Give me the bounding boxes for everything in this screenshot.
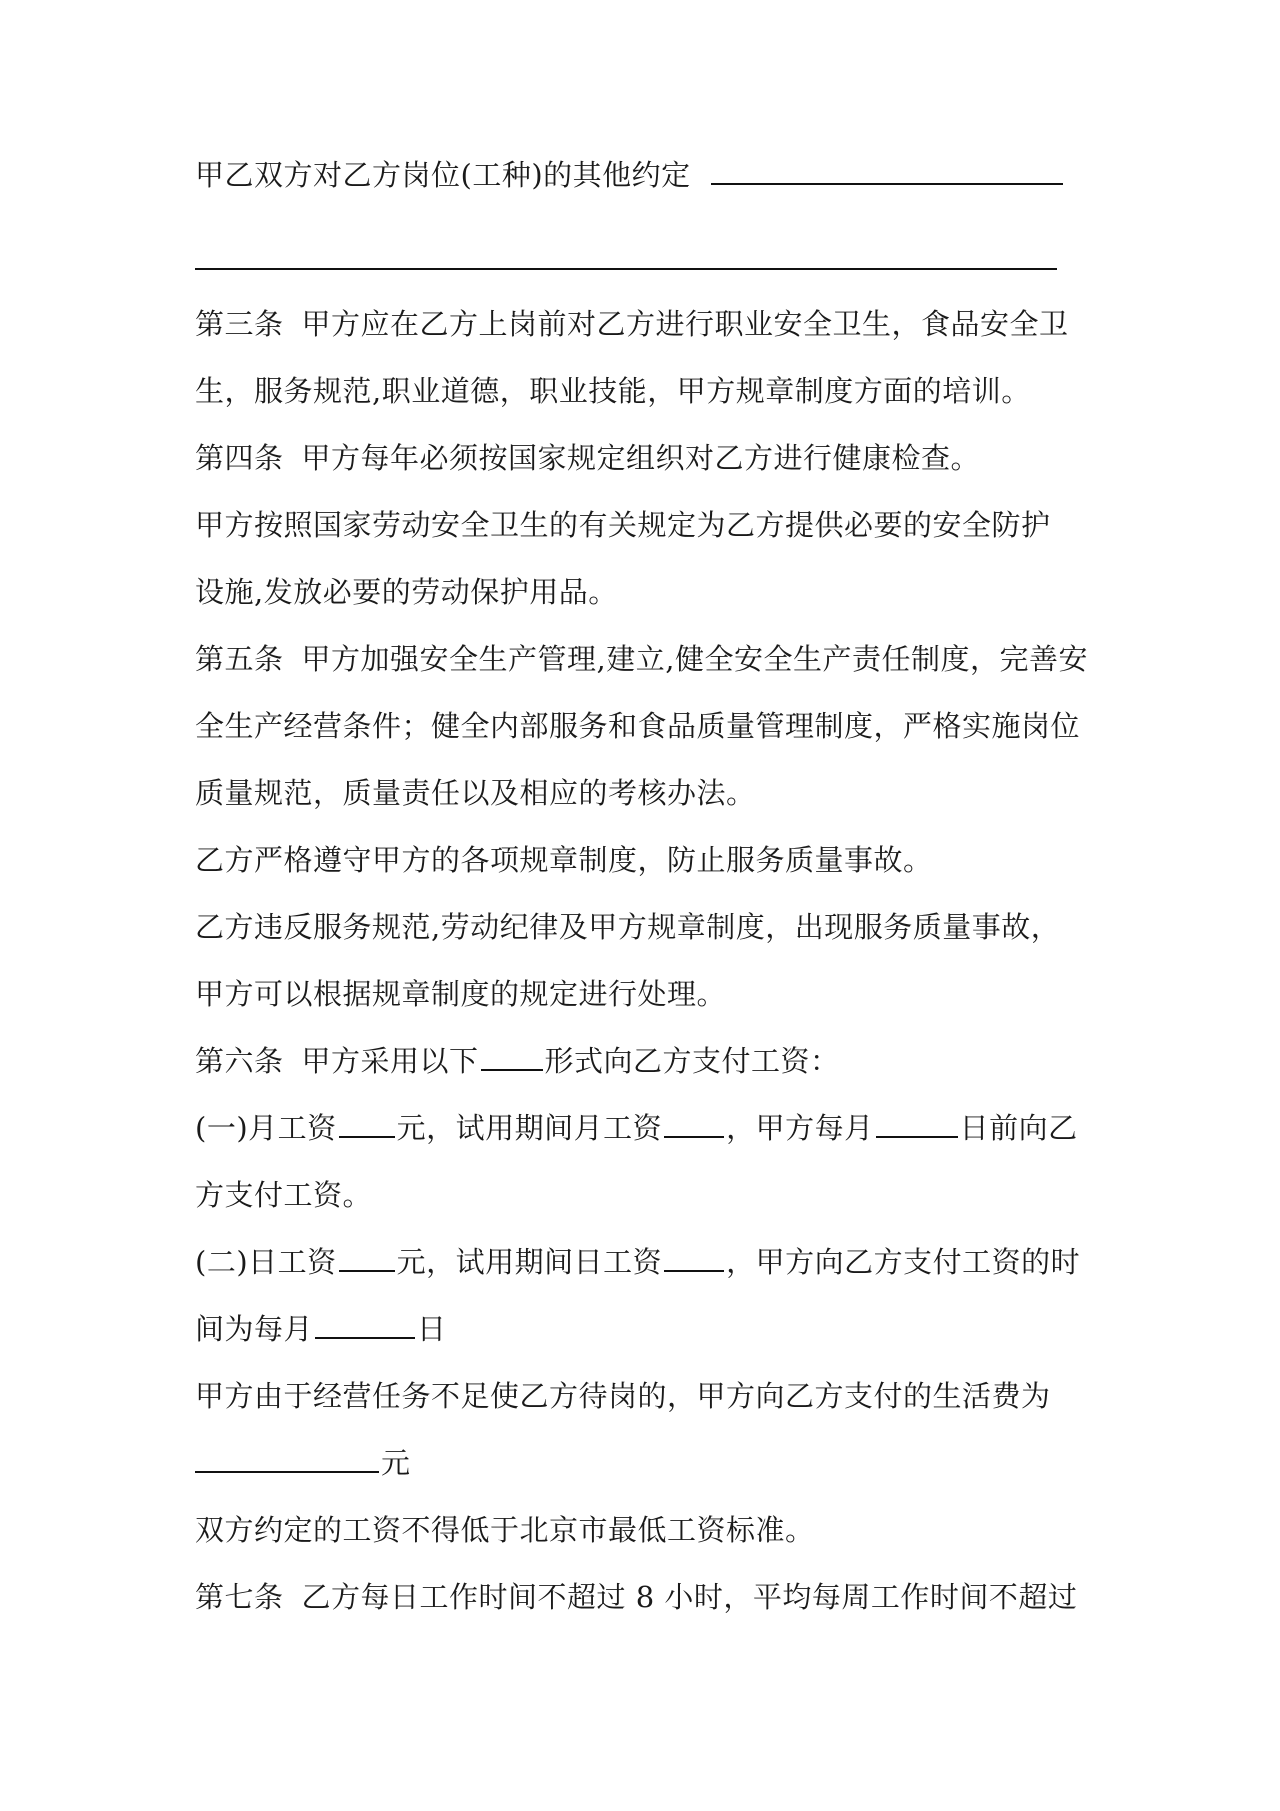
monthly-wage-line [195,1108,1078,1148]
minimum-wage-line: 双方约定的工资不得低于北京市最低工资标准。 [195,1513,815,1547]
article-5-text: 甲方加强安全生产管理,建立,健全安全生产责任制度，完善安 [301,642,1088,676]
article-6-text-a: 甲方采用以下 [301,1044,479,1078]
monthly-wage-text-d: 日前向乙 [959,1111,1078,1145]
monthly-wage-line-2: 方支付工资。 [195,1178,373,1212]
standby-allowance-unit: 元 [381,1446,411,1480]
monthly-wage-text-c: ，甲方每月 [726,1111,874,1145]
daily-wage-text-c: ，甲方向乙方支付工资的时 [726,1245,1081,1279]
daily-pay-day-blank[interactable] [315,1311,415,1339]
article-3-line-1 [195,304,1069,344]
article-4-line-3: 设施,发放必要的劳动保护用品。 [195,575,618,609]
standby-allowance-blank[interactable] [195,1445,379,1473]
daily-wage-blank[interactable] [339,1244,395,1272]
article-3-number: 第三条 [195,307,284,341]
monthly-pay-day-blank[interactable] [876,1110,958,1138]
article-7-number: 第七条 [195,1580,284,1614]
article-3-text: 甲方应在乙方上岗前对乙方进行职业安全卫生，食品安全卫 [301,307,1069,341]
article-5-line-3: 质量规范，质量责任以及相应的考核办法。 [195,776,756,810]
monthly-wage-label: (一)月工资 [195,1111,337,1145]
article-5-line-5: 乙方违反服务规范,劳动纪律及甲方规章制度，出现服务质量事故， [195,910,1061,944]
article-5-number: 第五条 [195,642,284,676]
article-4-line-1 [195,438,980,478]
standby-allowance-line-2 [195,1443,411,1483]
article-5-line-6: 甲方可以根据规章制度的规定进行处理。 [195,977,727,1011]
monthly-wage-text-b: 元，试用期间月工资 [396,1111,663,1145]
article-4-line-2: 甲方按照国家劳动安全卫生的有关规定为乙方提供必要的安全防护 [195,508,1051,542]
other-agreement-line [195,155,1065,195]
article-5-line-1 [195,639,1088,679]
other-agreement-blank[interactable] [711,157,1063,185]
probation-daily-wage-blank[interactable] [664,1244,724,1272]
standby-allowance-line: 甲方由于经营任务不足使乙方待岗的，甲方向乙方支付的生活费为 [195,1379,1051,1413]
monthly-wage-blank[interactable] [339,1110,395,1138]
article-4-number: 第四条 [195,441,284,475]
article-7-line-1 [195,1577,1077,1617]
probation-monthly-wage-blank[interactable] [664,1110,724,1138]
article-6-number: 第六条 [195,1044,284,1078]
article-5-line-4: 乙方严格遵守甲方的各项规章制度，防止服务质量事故。 [195,843,933,877]
article-3-line-2: 生，服务规范,职业道德，职业技能，甲方规章制度方面的培训。 [195,374,1031,408]
article-6-line-1 [195,1041,840,1081]
daily-pay-day-unit: 日 [417,1312,447,1346]
article-5-line-2: 全生产经营条件；健全内部服务和食品质量管理制度，严格实施岗位 [195,709,1081,743]
daily-wage-line [195,1242,1080,1282]
daily-wage-label: (二)日工资 [195,1245,337,1279]
other-agreement-label: 甲乙双方对乙方岗位(工种)的其他约定 [195,158,691,192]
daily-wage-line-2 [195,1309,447,1349]
daily-wage-text-b: 元，试用期间日工资 [396,1245,663,1279]
other-agreement-blank-line[interactable] [195,268,1057,270]
article-4-text: 甲方每年必须按国家规定组织对乙方进行健康检查。 [301,441,981,475]
daily-pay-day-label: 间为每月 [195,1312,314,1346]
payment-form-blank[interactable] [481,1043,543,1071]
article-6-text-b: 形式向乙方支付工资： [544,1044,840,1078]
article-7-text: 乙方每日工作时间不超过 8 小时，平均每周工作时间不超过 [301,1580,1078,1614]
